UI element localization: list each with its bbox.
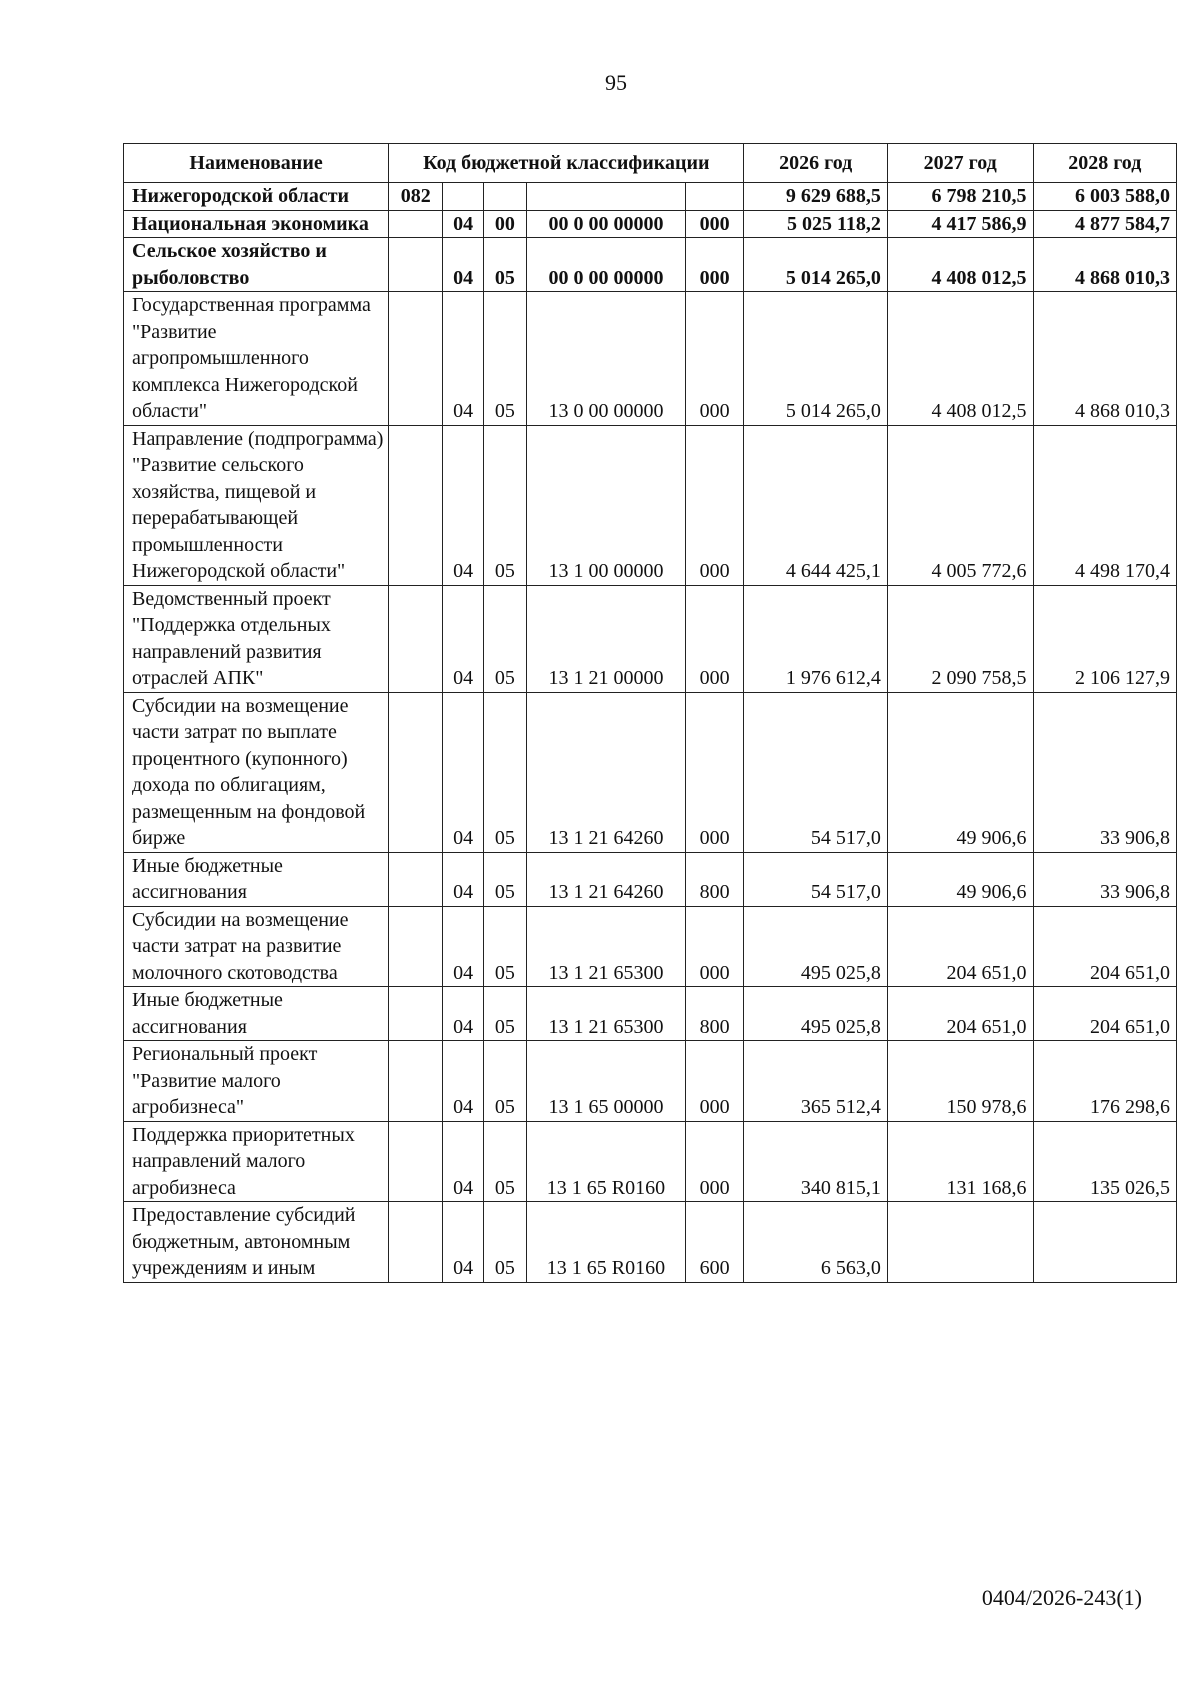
- cell-c1: [389, 987, 443, 1041]
- cell-c5: 000: [685, 425, 744, 585]
- cell-c5: 000: [685, 585, 744, 692]
- cell-c3: 05: [483, 1202, 526, 1283]
- cell-v1: 4 644 425,1: [744, 425, 887, 585]
- cell-c1: [389, 852, 443, 906]
- cell-v2: 4 408 012,5: [887, 238, 1033, 292]
- cell-c4: 13 1 65 R0160: [527, 1121, 686, 1202]
- cell-v1: 5 014 265,0: [744, 238, 887, 292]
- cell-v3: 4 868 010,3: [1033, 292, 1177, 426]
- table-row: [124, 238, 1177, 292]
- cell-c5: 000: [685, 1041, 744, 1122]
- cell-c2: 04: [443, 238, 483, 292]
- cell-c3: 05: [483, 425, 526, 585]
- cell-c4: 13 1 21 65300: [527, 906, 686, 987]
- cell-c1: [389, 585, 443, 692]
- cell-c2: 04: [443, 1121, 483, 1202]
- table-body: [124, 183, 1177, 1283]
- header-code: Код бюджетной классификации: [389, 144, 744, 183]
- cell-name: Государственная программа "Развитие агропромышленного комплекса Нижегородской области": [124, 292, 389, 426]
- document-code: 0404/2026-243(1): [981, 1585, 1142, 1610]
- cell-c2: 04: [443, 906, 483, 987]
- cell-v3: 33 906,8: [1033, 692, 1177, 852]
- cell-v3: 4 498 170,4: [1033, 425, 1177, 585]
- cell-c2: 04: [443, 292, 483, 426]
- header-name: Наименование: [124, 144, 389, 183]
- cell-c1: [389, 238, 443, 292]
- cell-c3: 05: [483, 1041, 526, 1122]
- cell-name: Субсидии на возмещение части затрат на развитие молочного скотоводства: [124, 906, 389, 987]
- cell-c4: 13 1 21 00000: [527, 585, 686, 692]
- cell-c5: 600: [685, 1202, 744, 1283]
- cell-c5: 800: [685, 852, 744, 906]
- cell-c2: 04: [443, 425, 483, 585]
- cell-c1: [389, 292, 443, 426]
- cell-v2: 4 005 772,6: [887, 425, 1033, 585]
- cell-c5: 000: [685, 210, 744, 238]
- cell-v3: 4 868 010,3: [1033, 238, 1177, 292]
- cell-c4: [527, 183, 686, 211]
- cell-c2: 04: [443, 987, 483, 1041]
- table-row: [124, 425, 1177, 585]
- cell-name: Субсидии на возмещение части затрат по выплате процентного (купонного) дохода по облигациям, размещенным на фондовой бирже: [124, 692, 389, 852]
- cell-v2: 49 906,6: [887, 852, 1033, 906]
- cell-v1: 5 025 118,2: [744, 210, 887, 238]
- cell-c4: 13 1 21 64260: [527, 852, 686, 906]
- table-row: [124, 987, 1177, 1041]
- cell-c5: 000: [685, 1121, 744, 1202]
- cell-name: Ведомственный проект "Поддержка отдельных направлений развития отраслей АПК": [124, 585, 389, 692]
- header-2027: 2027 год: [887, 144, 1033, 183]
- cell-c5: 000: [685, 906, 744, 987]
- budget-table: [123, 143, 1177, 1283]
- page-number: 95: [605, 70, 627, 95]
- cell-v1: 1 976 612,4: [744, 585, 887, 692]
- cell-name: Национальная экономика: [124, 210, 389, 238]
- cell-c5: 000: [685, 238, 744, 292]
- cell-v2: [887, 1202, 1033, 1283]
- cell-v3: 204 651,0: [1033, 987, 1177, 1041]
- cell-c1: [389, 1041, 443, 1122]
- cell-c5: [685, 183, 744, 211]
- cell-v2: 6 798 210,5: [887, 183, 1033, 211]
- cell-name: Иные бюджетные ассигнования: [124, 852, 389, 906]
- table-row: [124, 906, 1177, 987]
- table-row: [124, 1041, 1177, 1122]
- cell-name: Поддержка приоритетных направлений малого агробизнеса: [124, 1121, 389, 1202]
- cell-c3: [483, 183, 526, 211]
- cell-c4: 13 1 65 00000: [527, 1041, 686, 1122]
- cell-name: Предоставление субсидий бюджетным, автономным учреждениям и иным: [124, 1202, 389, 1283]
- cell-c5: 800: [685, 987, 744, 1041]
- cell-name: Сельское хозяйство и рыболовство: [124, 238, 389, 292]
- cell-c3: 05: [483, 906, 526, 987]
- cell-c5: 000: [685, 292, 744, 426]
- cell-c1: [389, 1202, 443, 1283]
- cell-c3: 05: [483, 292, 526, 426]
- cell-name: Иные бюджетные ассигнования: [124, 987, 389, 1041]
- cell-v2: 131 168,6: [887, 1121, 1033, 1202]
- cell-c2: 04: [443, 692, 483, 852]
- table-row: [124, 183, 1177, 211]
- cell-v2: 49 906,6: [887, 692, 1033, 852]
- table-row: [124, 210, 1177, 238]
- cell-c3: 05: [483, 852, 526, 906]
- cell-c1: [389, 1121, 443, 1202]
- cell-v3: 176 298,6: [1033, 1041, 1177, 1122]
- table-row: [124, 852, 1177, 906]
- cell-c5: 000: [685, 692, 744, 852]
- table-row: [124, 585, 1177, 692]
- cell-c2: 04: [443, 1202, 483, 1283]
- cell-v1: 5 014 265,0: [744, 292, 887, 426]
- table-header-row: [124, 144, 1177, 183]
- cell-c1: 082: [389, 183, 443, 211]
- cell-c1: [389, 210, 443, 238]
- cell-v3: [1033, 1202, 1177, 1283]
- cell-c1: [389, 425, 443, 585]
- cell-c4: 13 1 65 R0160: [527, 1202, 686, 1283]
- cell-v2: 2 090 758,5: [887, 585, 1033, 692]
- table-row: [124, 692, 1177, 852]
- cell-v3: 33 906,8: [1033, 852, 1177, 906]
- cell-v1: 495 025,8: [744, 906, 887, 987]
- table-row: [124, 292, 1177, 426]
- cell-name: Направление (подпрограмма) "Развитие сельского хозяйства, пищевой и перерабатывающей промышленности Нижегородской области": [124, 425, 389, 585]
- cell-c4: 13 1 00 00000: [527, 425, 686, 585]
- cell-v1: 54 517,0: [744, 692, 887, 852]
- cell-c4: 00 0 00 00000: [527, 210, 686, 238]
- cell-v1: 365 512,4: [744, 1041, 887, 1122]
- cell-c1: [389, 692, 443, 852]
- cell-v1: 495 025,8: [744, 987, 887, 1041]
- cell-c3: 05: [483, 585, 526, 692]
- cell-v2: 204 651,0: [887, 987, 1033, 1041]
- header-2026: 2026 год: [744, 144, 887, 183]
- cell-v3: 2 106 127,9: [1033, 585, 1177, 692]
- cell-v1: 9 629 688,5: [744, 183, 887, 211]
- cell-name: Нижегородской области: [124, 183, 389, 211]
- cell-c3: 00: [483, 210, 526, 238]
- cell-v3: 135 026,5: [1033, 1121, 1177, 1202]
- cell-v3: 204 651,0: [1033, 906, 1177, 987]
- cell-c4: 13 1 21 65300: [527, 987, 686, 1041]
- cell-c3: 05: [483, 238, 526, 292]
- cell-v1: 6 563,0: [744, 1202, 887, 1283]
- cell-c2: 04: [443, 1041, 483, 1122]
- cell-c3: 05: [483, 692, 526, 852]
- cell-v3: 6 003 588,0: [1033, 183, 1177, 211]
- cell-c1: [389, 906, 443, 987]
- cell-v1: 340 815,1: [744, 1121, 887, 1202]
- cell-v2: 4 408 012,5: [887, 292, 1033, 426]
- cell-name: Региональный проект "Развитие малого агробизнеса": [124, 1041, 389, 1122]
- cell-c2: 04: [443, 852, 483, 906]
- cell-c2: 04: [443, 210, 483, 238]
- cell-c3: 05: [483, 987, 526, 1041]
- cell-v2: 204 651,0: [887, 906, 1033, 987]
- cell-c3: 05: [483, 1121, 526, 1202]
- cell-v3: 4 877 584,7: [1033, 210, 1177, 238]
- table-row: [124, 1202, 1177, 1283]
- cell-v2: 4 417 586,9: [887, 210, 1033, 238]
- cell-c4: 13 0 00 00000: [527, 292, 686, 426]
- cell-c2: 04: [443, 585, 483, 692]
- header-2028: 2028 год: [1033, 144, 1177, 183]
- cell-v2: 150 978,6: [887, 1041, 1033, 1122]
- table-row: [124, 1121, 1177, 1202]
- cell-c4: 13 1 21 64260: [527, 692, 686, 852]
- cell-c2: [443, 183, 483, 211]
- cell-v1: 54 517,0: [744, 852, 887, 906]
- cell-c4: 00 0 00 00000: [527, 238, 686, 292]
